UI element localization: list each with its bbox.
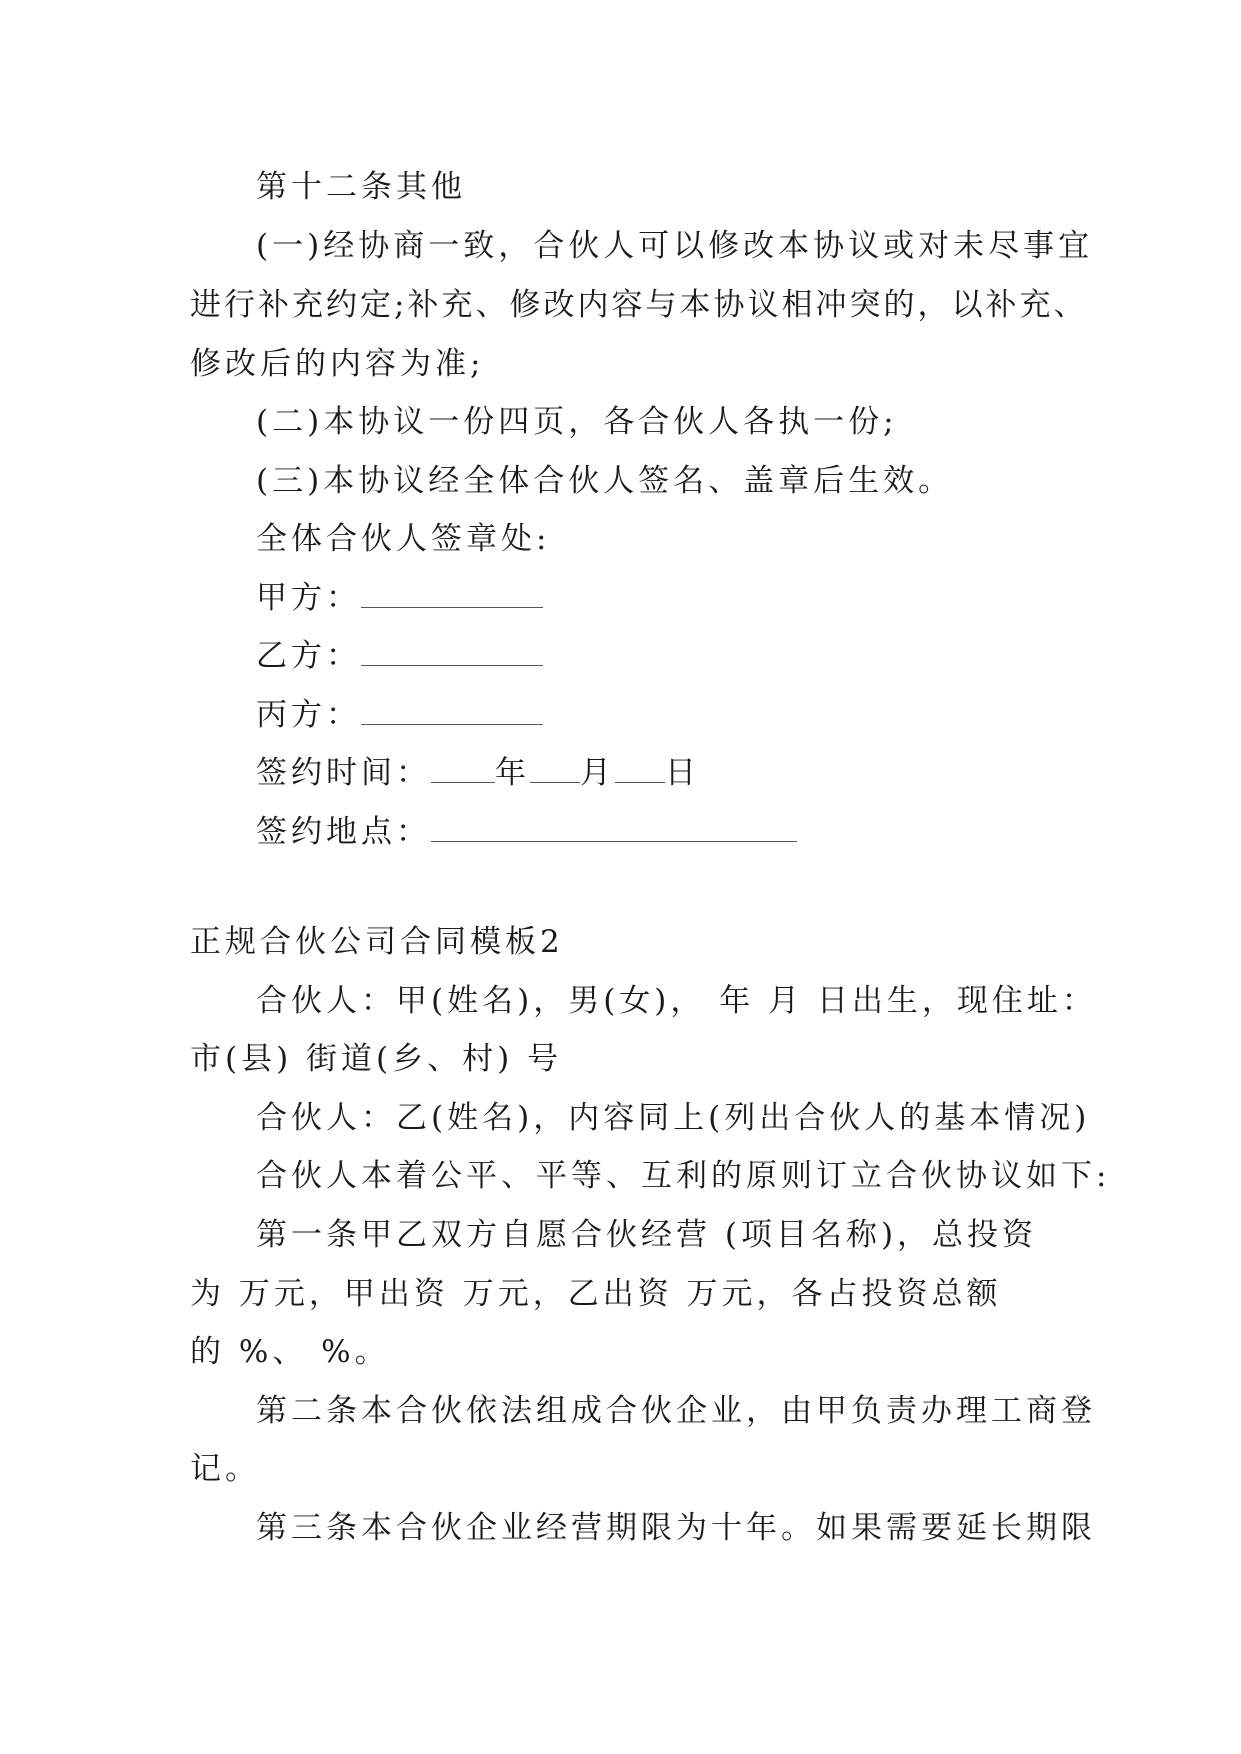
article-1-line-3: 的 %、 %。 xyxy=(190,1334,390,1370)
party-b-signature-blank xyxy=(361,639,543,666)
clause-1-line-1: (一)经协商一致，合伙人可以修改本协议或对未尽事宜 xyxy=(256,228,1094,264)
month-label: 月 xyxy=(580,755,615,791)
day-blank xyxy=(615,756,665,783)
party-c-signature-row xyxy=(256,695,543,735)
year-label: 年 xyxy=(495,755,530,791)
clause-1-line-3: 修改后的内容为准; xyxy=(190,346,485,382)
signature-heading: 全体合伙人签章处: xyxy=(256,521,551,557)
signing-place-blank xyxy=(431,815,797,842)
party-a-label: 甲方： xyxy=(256,580,361,616)
template-2-title: 正规合伙公司合同模板2 xyxy=(190,924,564,960)
party-c-signature-blank xyxy=(361,698,543,725)
clause-1-line-2: 进行补充约定;补充、修改内容与本协议相冲突的，以补充、 xyxy=(190,287,1088,323)
article-1-line-2: 为 万元，甲出资 万元，乙出资 万元，各占投资总额 xyxy=(190,1276,1002,1312)
article-2-line-1: 第二条本合伙依法组成合伙企业，由甲负责办理工商登 xyxy=(256,1393,1096,1429)
signing-place-label: 签约地点： xyxy=(256,814,431,850)
year-blank xyxy=(431,756,495,783)
party-c-label: 丙方： xyxy=(256,697,361,733)
article-2-line-2: 记。 xyxy=(190,1451,260,1487)
signing-date-label: 签约时间： xyxy=(256,755,431,791)
signing-date-row xyxy=(256,753,700,793)
article-3-line-1: 第三条本合伙企业经营期限为十年。如果需要延长期限 xyxy=(256,1510,1096,1546)
partner-a-line-2: 市(县) 街道(乡、村) 号 xyxy=(190,1041,563,1077)
month-blank xyxy=(530,756,580,783)
article-12-heading: 第十二条其他 xyxy=(256,169,466,205)
agreement-intro: 合伙人本着公平、平等、互利的原则订立合伙协议如下: xyxy=(256,1158,1111,1194)
clause-2: (二)本协议一份四页，各合伙人各执一份; xyxy=(256,404,898,440)
party-a-signature-blank xyxy=(361,581,543,608)
party-a-signature-row xyxy=(256,578,543,618)
article-1-line-1: 第一条甲乙双方自愿合伙经营 (项目名称)，总投资 xyxy=(256,1217,1038,1253)
party-b-label: 乙方： xyxy=(256,638,361,674)
clause-3: (三)本协议经全体合伙人签名、盖章后生效。 xyxy=(256,463,954,499)
partner-a-line-1: 合伙人：甲(姓名)，男(女)， 年 月 日出生，现住址： xyxy=(256,983,1097,1019)
signing-place-row xyxy=(256,812,797,852)
party-b-signature-row xyxy=(256,636,543,676)
partner-b-line: 合伙人：乙(姓名)，内容同上(列出合伙人的基本情况) xyxy=(256,1100,1091,1136)
day-label: 日 xyxy=(665,755,700,791)
